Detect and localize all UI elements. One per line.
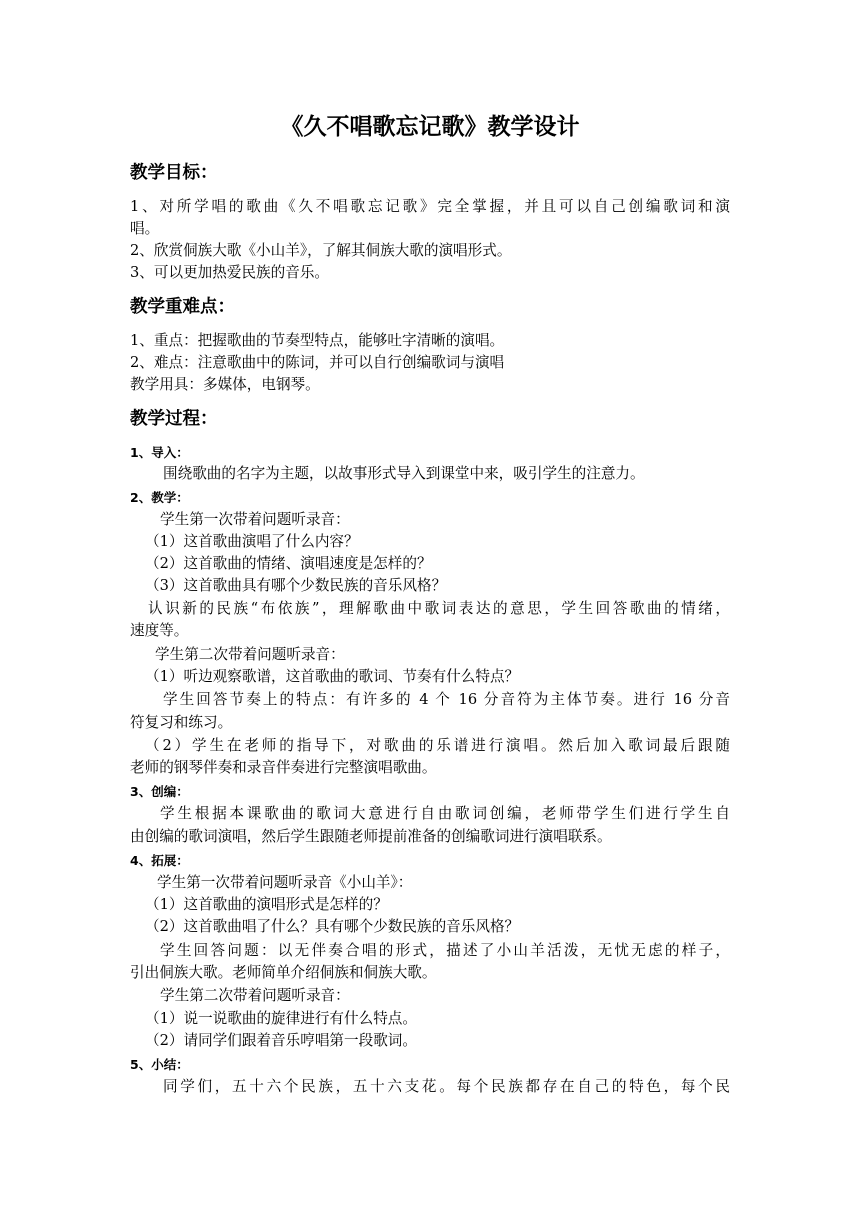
teaching-line: 学生第一次带着问题听录音： — [160, 511, 350, 528]
teaching-line: 认识新的民族“布依族”，理解歌曲中歌词表达的意思，学生回答歌曲的情绪， — [148, 600, 730, 617]
teaching-tools-line: 教学用具：多媒体，电钢琴。 — [130, 376, 320, 393]
creation-line: 由创编的歌词演唱，然后学生跟随老师提前准备的创编歌词进行演唱联系。 — [130, 828, 612, 845]
objective-line: 2、欣赏侗族大歌《小山羊》，了解其侗族大歌的演唱形式。 — [130, 242, 512, 259]
teaching-line: 速度等。 — [130, 622, 189, 639]
extension-line: 学生回答问题：以无伴奏合唱的形式，描述了小山羊活泼，无忧无虑的样子， — [160, 942, 730, 959]
teaching-line: （3）这首歌曲具有哪个少数民族的音乐风格？ — [145, 577, 447, 594]
teaching-line: 符复习和练习。 — [130, 714, 233, 731]
extension-line: （1）说一说歌曲的旋律进行有什么特点。 — [145, 1010, 417, 1027]
section-intro-heading: 1、导入： — [130, 445, 189, 460]
section-creation-heading: 3、创编： — [130, 784, 189, 799]
creation-line: 学生根据本课歌曲的歌词大意进行自由歌词创编，老师带学生们进行学生自 — [160, 805, 730, 822]
process-heading: 教学过程： — [130, 409, 218, 429]
teaching-line: （1）听边观察歌谱，这首歌曲的歌词、节奏有什么特点？ — [145, 668, 520, 685]
extension-line: 学生第一次带着问题听录音《小山羊》： — [157, 874, 413, 891]
objective-line: 唱。 — [130, 220, 160, 237]
objectives-heading: 教学目标： — [130, 163, 218, 183]
summary-line: 同学们，五十六个民族，五十六支花。每个民族都存在自己的特色，每个民 — [163, 1078, 730, 1095]
teaching-line: （1）这首歌曲演唱了什么内容？ — [145, 533, 359, 550]
teaching-line: （2）学生在老师的指导下，对歌曲的乐谱进行演唱。然后加入歌词最后跟随 — [145, 737, 730, 754]
section-summary-heading: 5、小结： — [130, 1057, 189, 1072]
section-teaching-heading: 2、教学： — [130, 490, 189, 505]
objective-line: 3、可以更加热爱民族的音乐。 — [130, 264, 330, 281]
document-title: 《久不唱歌忘记歌》教学设计 — [280, 114, 580, 140]
key-point-line: 2、难点：注意歌曲中的陈词，并可以自行创编歌词与演唱 — [130, 354, 505, 371]
key-point-line: 1、重点：把握歌曲的节奏型特点，能够吐字清晰的演唱。 — [130, 332, 505, 349]
extension-line: （2）请同学们跟着音乐哼唱第一段歌词。 — [145, 1032, 417, 1049]
teaching-line: 老师的钢琴伴奏和录音伴奏进行完整演唱歌曲。 — [130, 759, 437, 776]
teaching-line: （2）这首歌曲的情绪、演唱速度是怎样的？ — [145, 555, 432, 572]
key-points-heading: 教学重难点： — [130, 297, 235, 317]
objective-line: 1、对所学唱的歌曲《久不唱歌忘记歌》完全掌握，并且可以自己创编歌词和演 — [130, 198, 730, 215]
section-extension-heading: 4、拓展： — [130, 853, 189, 868]
section-intro-text: 围绕歌曲的名字为主题，以故事形式导入到课堂中来，吸引学生的注意力。 — [163, 465, 645, 482]
extension-line: （2）这首歌曲唱了什么？具有哪个少数民族的音乐风格？ — [145, 918, 520, 935]
extension-line: 学生第二次带着问题听录音： — [160, 987, 350, 1004]
extension-line: 引出侗族大歌。老师简单介绍侗族和侗族大歌。 — [130, 964, 437, 981]
teaching-line: 学生回答节奏上的特点：有许多的 4 个 16 分音符为主体节奏。进行 16 分音 — [163, 691, 730, 708]
teaching-line: 学生第二次带着问题听录音： — [155, 646, 345, 663]
extension-line: （1）这首歌曲的演唱形式是怎样的？ — [145, 896, 388, 913]
